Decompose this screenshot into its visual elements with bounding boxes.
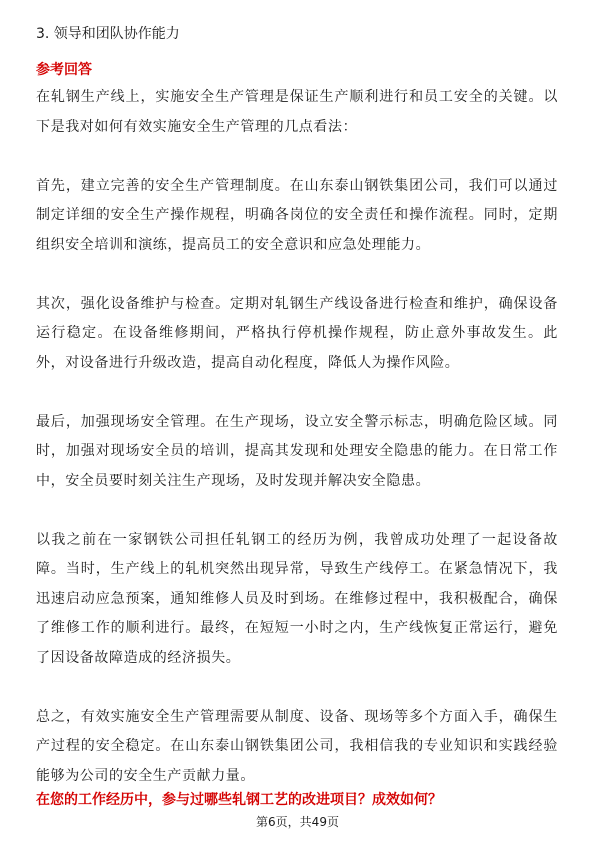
paragraph-example: 以我之前在一家钢铁公司担任轧钢工的经历为例，我曾成功处理了一起设备故障。当时，生产线上的轧机突然出现异常，导致生产线停工。在紧急情况下，我迅速启动应急预案，通知维修人员及时到场。在维修过程中，我积极配合，确保了维修工作的顺利进行。最终，在短短一小时之内，生产线恢复正常运行，避免了因设备故障造成的经济损失。 bbox=[36, 531, 558, 666]
paragraph-spacer bbox=[36, 260, 558, 290]
answer-label: 参考回答 bbox=[36, 62, 92, 78]
next-question: 在您的工作经历中，参与过哪些轧钢工艺的改进项目？成效如何？ bbox=[36, 792, 442, 808]
paragraph-spacer bbox=[36, 496, 558, 526]
paragraph-intro: 在轧钢生产线上，实施安全生产管理是保证生产顺利进行和员工安全的关键。以下是我对如何有效实施安全生产管理的几点看法： bbox=[36, 89, 558, 135]
paragraph-second: 其次，强化设备维护与检查。定期对轧钢生产线设备进行检查和维护，确保设备运行稳定。在设备维修期间，严格执行停机操作规程，防止意外事故发生。此外，对设备进行升级改造，提高自动化程度，降低人为操作风险。 bbox=[36, 295, 558, 371]
section-heading: 3. 领导和团队协作能力 bbox=[36, 26, 180, 42]
paragraph-third: 最后，加强现场安全管理。在生产现场，设立安全警示标志，明确危险区域。同时，加强对现场安全员的培训，提高其发现和处理安全隐患的能力。在日常工作中，安全员要时刻关注生产现场，及时发现并解决安全隐患。 bbox=[36, 413, 558, 489]
paragraph-spacer bbox=[36, 142, 558, 172]
page-footer: 第6页，共49页 bbox=[256, 815, 339, 829]
answer-body bbox=[36, 83, 558, 791]
paragraph-spacer bbox=[36, 378, 558, 408]
paragraph-spacer bbox=[36, 673, 558, 703]
paragraph-first: 首先，建立完善的安全生产管理制度。在山东泰山钢铁集团公司，我们可以通过制定详细的安全生产操作规程，明确各岗位的安全责任和操作流程。同时，定期组织安全培训和演练，提高员工的安全意识和应急处理能力。 bbox=[36, 177, 558, 253]
paragraph-conclusion: 总之，有效实施安全生产管理需要从制度、设备、现场等多个方面入手，确保生产过程的安全稳定。在山东泰山钢铁集团公司，我相信我的专业知识和实践经验能够为公司的安全生产贡献力量。 bbox=[36, 708, 558, 784]
